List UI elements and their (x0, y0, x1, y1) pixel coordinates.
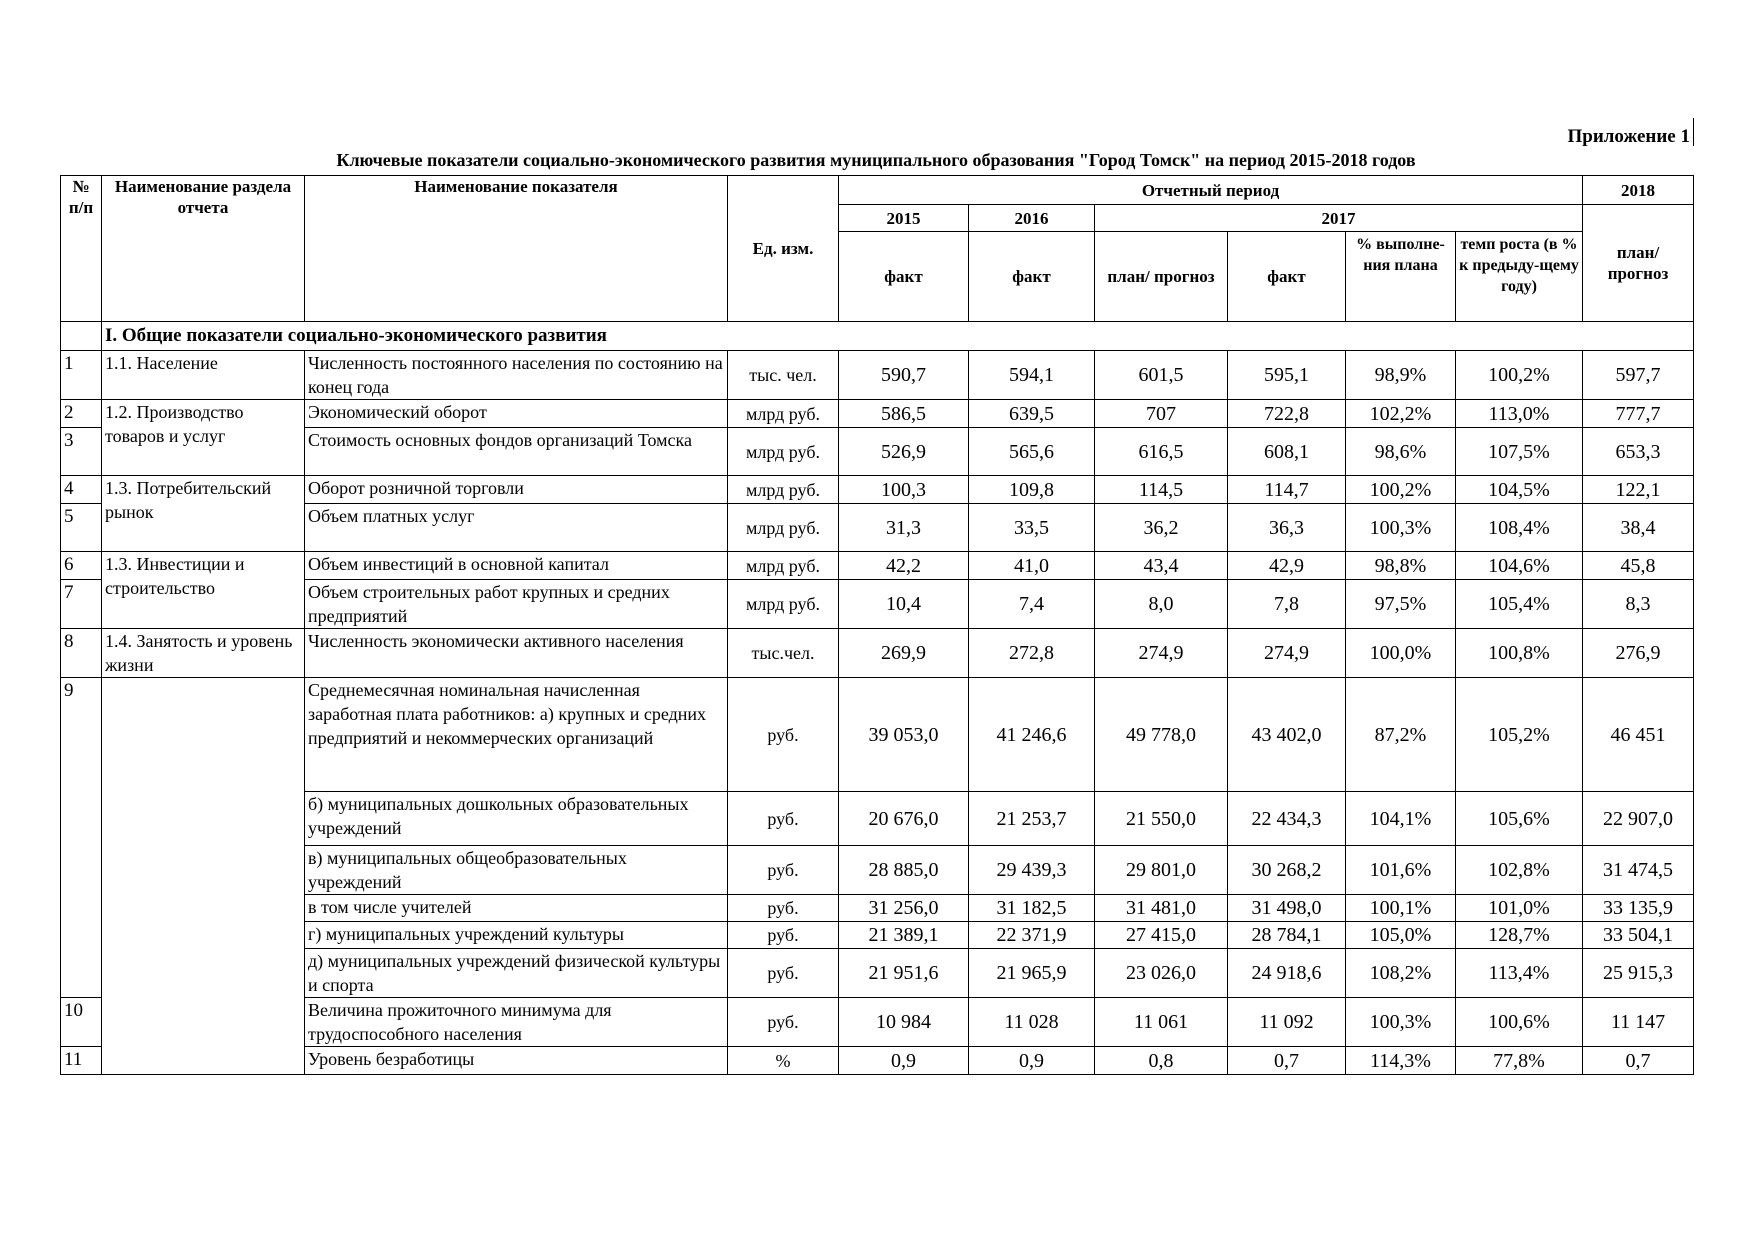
value-v2016: 21 965,9 (969, 949, 1095, 998)
value-pct: 102,2% (1346, 400, 1456, 428)
section-title: I. Общие показатели социально-экономического развития (102, 322, 1694, 351)
header-section: Наименование раздела отчета (102, 176, 305, 322)
table-row (61, 552, 1694, 580)
header-plan-forecast-2018: план/ прогноз (1583, 205, 1694, 322)
value-plan2017: 31 481,0 (1095, 895, 1228, 922)
value-v2016: 33,5 (969, 504, 1095, 552)
value-v2018: 11 147 (1583, 998, 1694, 1047)
unit-cell: % (728, 1047, 839, 1075)
value-plan2017: 29 801,0 (1095, 846, 1228, 895)
indicator-name: г) муниципальных учреждений культуры (305, 922, 728, 949)
value-v2018: 777,7 (1583, 400, 1694, 428)
value-pct: 104,1% (1346, 792, 1456, 846)
value-pct: 100,3% (1346, 998, 1456, 1047)
indicator-name: Численность постоянного населения по состоянию на конец года (305, 351, 728, 400)
indicator-name: Объем строительных работ крупных и средних предприятий (305, 580, 728, 629)
section-name: 1.1. Население (102, 351, 305, 400)
indicator-name: Оборот розничной торговли (305, 476, 728, 504)
indicator-name: Экономический оборот (305, 400, 728, 428)
row-number: 11 (61, 1047, 102, 1075)
value-v2018: 25 915,3 (1583, 949, 1694, 998)
value-v2015: 20 676,0 (839, 792, 969, 846)
value-plan2017: 49 778,0 (1095, 678, 1228, 792)
table-row (61, 895, 1694, 922)
row-number: 5 (61, 504, 102, 552)
value-v2016: 31 182,5 (969, 895, 1095, 922)
value-growth: 113,0% (1456, 400, 1583, 428)
value-growth: 108,4% (1456, 504, 1583, 552)
value-v2016: 11 028 (969, 998, 1095, 1047)
value-v2015: 31 256,0 (839, 895, 969, 922)
value-v2015: 42,2 (839, 552, 969, 580)
value-fact2017: 43 402,0 (1228, 678, 1346, 792)
value-v2016: 594,1 (969, 351, 1095, 400)
value-v2018: 31 474,5 (1583, 846, 1694, 895)
value-v2016: 7,4 (969, 580, 1095, 629)
header-year-2017: 2017 (1095, 205, 1583, 232)
unit-cell: руб. (728, 949, 839, 998)
value-v2018: 33 504,1 (1583, 922, 1694, 949)
row-number: 9 (61, 678, 102, 998)
appendix-label: Приложение 1 (1567, 126, 1690, 147)
value-fact2017: 24 918,6 (1228, 949, 1346, 998)
value-v2016: 41 246,6 (969, 678, 1095, 792)
row-number: 6 (61, 552, 102, 580)
value-v2015: 0,9 (839, 1047, 969, 1075)
value-fact2017: 274,9 (1228, 629, 1346, 678)
unit-cell: млрд руб. (728, 400, 839, 428)
value-v2015: 39 053,0 (839, 678, 969, 792)
value-fact2017: 7,8 (1228, 580, 1346, 629)
value-growth: 102,8% (1456, 846, 1583, 895)
table-row (61, 949, 1694, 998)
value-v2018: 22 907,0 (1583, 792, 1694, 846)
value-fact2017: 722,8 (1228, 400, 1346, 428)
table-row (61, 922, 1694, 949)
value-pct: 97,5% (1346, 580, 1456, 629)
value-pct: 87,2% (1346, 678, 1456, 792)
value-plan2017: 11 061 (1095, 998, 1228, 1047)
value-growth: 105,4% (1456, 580, 1583, 629)
value-pct: 100,2% (1346, 476, 1456, 504)
table-row (61, 580, 1694, 629)
section-row-num-cell (61, 322, 102, 351)
section-name: 1.3. Потребительский рынок (102, 476, 305, 552)
header-unit: Ед. изм. (728, 176, 839, 322)
value-plan2017: 27 415,0 (1095, 922, 1228, 949)
indicator-name: в том числе учителей (305, 895, 728, 922)
value-v2018: 597,7 (1583, 351, 1694, 400)
section-name: 1.4. Занятость и уровень жизни (102, 629, 305, 678)
value-fact2017: 595,1 (1228, 351, 1346, 400)
value-growth: 105,6% (1456, 792, 1583, 846)
indicator-name: Объем инвестиций в основной капитал (305, 552, 728, 580)
value-v2018: 276,9 (1583, 629, 1694, 678)
table-row (61, 351, 1694, 400)
value-fact2017: 30 268,2 (1228, 846, 1346, 895)
value-v2016: 0,9 (969, 1047, 1095, 1075)
value-v2018: 45,8 (1583, 552, 1694, 580)
row-number: 10 (61, 998, 102, 1047)
unit-cell: руб. (728, 998, 839, 1047)
value-v2016: 41,0 (969, 552, 1095, 580)
table-row (61, 998, 1694, 1047)
value-v2015: 586,5 (839, 400, 969, 428)
value-growth: 128,7% (1456, 922, 1583, 949)
value-fact2017: 22 434,3 (1228, 792, 1346, 846)
value-plan2017: 114,5 (1095, 476, 1228, 504)
indicators-table (60, 175, 1694, 1075)
value-fact2017: 42,9 (1228, 552, 1346, 580)
value-growth: 100,2% (1456, 351, 1583, 400)
value-pct: 100,3% (1346, 504, 1456, 552)
value-plan2017: 23 026,0 (1095, 949, 1228, 998)
row-number: 4 (61, 476, 102, 504)
table-row (61, 476, 1694, 504)
value-v2015: 28 885,0 (839, 846, 969, 895)
value-plan2017: 0,8 (1095, 1047, 1228, 1075)
value-plan2017: 274,9 (1095, 629, 1228, 678)
value-v2018: 46 451 (1583, 678, 1694, 792)
table-row (61, 792, 1694, 846)
value-pct: 98,8% (1346, 552, 1456, 580)
value-fact2017: 114,7 (1228, 476, 1346, 504)
value-v2016: 565,6 (969, 428, 1095, 476)
value-growth: 101,0% (1456, 895, 1583, 922)
value-growth: 107,5% (1456, 428, 1583, 476)
table-row (61, 629, 1694, 678)
table-row (61, 846, 1694, 895)
header-num: № п/п (61, 176, 102, 322)
value-v2018: 33 135,9 (1583, 895, 1694, 922)
value-growth: 100,6% (1456, 998, 1583, 1047)
table-row (61, 678, 1694, 792)
row-number: 7 (61, 580, 102, 629)
row-number: 1 (61, 351, 102, 400)
value-pct: 101,6% (1346, 846, 1456, 895)
header-growth: темп роста (в % к предыду-щему году) (1456, 232, 1583, 322)
value-v2016: 109,8 (969, 476, 1095, 504)
value-growth: 105,2% (1456, 678, 1583, 792)
row-number: 8 (61, 629, 102, 678)
value-plan2017: 616,5 (1095, 428, 1228, 476)
value-v2018: 0,7 (1583, 1047, 1694, 1075)
value-v2016: 29 439,3 (969, 846, 1095, 895)
unit-cell: руб. (728, 678, 839, 792)
value-plan2017: 36,2 (1095, 504, 1228, 552)
value-v2015: 269,9 (839, 629, 969, 678)
section-name: 1.3. Инвестиции и строительство (102, 552, 305, 629)
value-v2015: 590,7 (839, 351, 969, 400)
header-pct-plan: % выполне-ния плана (1346, 232, 1456, 322)
value-v2015: 21 951,6 (839, 949, 969, 998)
indicator-name: б) муниципальных дошкольных образовательных учреждений (305, 792, 728, 846)
header-fact-2017: факт (1228, 232, 1346, 322)
indicator-name: в) муниципальных общеобразовательных учреждений (305, 846, 728, 895)
table-row (61, 400, 1694, 428)
indicator-name: Среднемесячная номинальная начисленная заработная плата работников: а) крупных и средних предприятий и некоммерческих организаций (305, 678, 728, 792)
value-pct: 98,6% (1346, 428, 1456, 476)
indicator-name: Численность экономически активного населения (305, 629, 728, 678)
row-number: 2 (61, 400, 102, 428)
value-v2015: 10,4 (839, 580, 969, 629)
indicator-name: Стоимость основных фондов организаций Томска (305, 428, 728, 476)
value-plan2017: 8,0 (1095, 580, 1228, 629)
value-growth: 104,6% (1456, 552, 1583, 580)
header-indicator: Наименование показателя (305, 176, 728, 322)
value-pct: 100,0% (1346, 629, 1456, 678)
value-growth: 113,4% (1456, 949, 1583, 998)
value-pct: 98,9% (1346, 351, 1456, 400)
unit-cell: млрд руб. (728, 428, 839, 476)
value-v2016: 639,5 (969, 400, 1095, 428)
unit-cell: млрд руб. (728, 504, 839, 552)
section-name: 1.2. Производство товаров и услуг (102, 400, 305, 476)
table-row (61, 504, 1694, 552)
table-row (61, 1047, 1694, 1075)
value-growth: 104,5% (1456, 476, 1583, 504)
value-growth: 100,8% (1456, 629, 1583, 678)
value-v2015: 100,3 (839, 476, 969, 504)
value-plan2017: 43,4 (1095, 552, 1228, 580)
unit-cell: руб. (728, 895, 839, 922)
value-pct: 108,2% (1346, 949, 1456, 998)
indicator-name: Величина прожиточного минимума для трудоспособного населения (305, 998, 728, 1047)
header-year-2018: 2018 (1583, 176, 1694, 205)
indicator-name: Уровень безработицы (305, 1047, 728, 1075)
value-fact2017: 31 498,0 (1228, 895, 1346, 922)
value-v2015: 31,3 (839, 504, 969, 552)
value-plan2017: 707 (1095, 400, 1228, 428)
unit-cell: руб. (728, 922, 839, 949)
unit-cell: тыс. чел. (728, 351, 839, 400)
value-fact2017: 11 092 (1228, 998, 1346, 1047)
section-name (102, 678, 305, 1075)
value-v2016: 21 253,7 (969, 792, 1095, 846)
table-row (61, 428, 1694, 476)
header-fact-2015: факт (839, 232, 969, 322)
value-v2018: 653,3 (1583, 428, 1694, 476)
unit-cell: млрд руб. (728, 476, 839, 504)
indicator-name: Объем платных услуг (305, 504, 728, 552)
indicator-name: д) муниципальных учреждений физической культуры и спорта (305, 949, 728, 998)
value-plan2017: 601,5 (1095, 351, 1228, 400)
value-v2018: 38,4 (1583, 504, 1694, 552)
header-year-2016: 2016 (969, 205, 1095, 232)
value-plan2017: 21 550,0 (1095, 792, 1228, 846)
document-title: Ключевые показатели социально-экономического развития муниципального образования "Город Томск" на период 2015-2018 годов (336, 150, 1416, 170)
value-v2016: 22 371,9 (969, 922, 1095, 949)
unit-cell: млрд руб. (728, 580, 839, 629)
value-v2018: 8,3 (1583, 580, 1694, 629)
value-pct: 114,3% (1346, 1047, 1456, 1075)
value-v2018: 122,1 (1583, 476, 1694, 504)
value-pct: 100,1% (1346, 895, 1456, 922)
unit-cell: руб. (728, 846, 839, 895)
header-year-2015: 2015 (839, 205, 969, 232)
unit-cell: млрд руб. (728, 552, 839, 580)
row-number: 3 (61, 428, 102, 476)
value-v2015: 21 389,1 (839, 922, 969, 949)
unit-cell: руб. (728, 792, 839, 846)
value-fact2017: 28 784,1 (1228, 922, 1346, 949)
value-fact2017: 0,7 (1228, 1047, 1346, 1075)
margin-line (1693, 118, 1694, 146)
value-fact2017: 36,3 (1228, 504, 1346, 552)
value-v2015: 526,9 (839, 428, 969, 476)
unit-cell: тыс.чел. (728, 629, 839, 678)
value-fact2017: 608,1 (1228, 428, 1346, 476)
value-v2016: 272,8 (969, 629, 1095, 678)
value-v2015: 10 984 (839, 998, 969, 1047)
header-reporting-period: Отчетный период (839, 176, 1583, 205)
header-fact-2016: факт (969, 232, 1095, 322)
header-plan-forecast-2017: план/ прогноз (1095, 232, 1228, 322)
value-pct: 105,0% (1346, 922, 1456, 949)
value-growth: 77,8% (1456, 1047, 1583, 1075)
